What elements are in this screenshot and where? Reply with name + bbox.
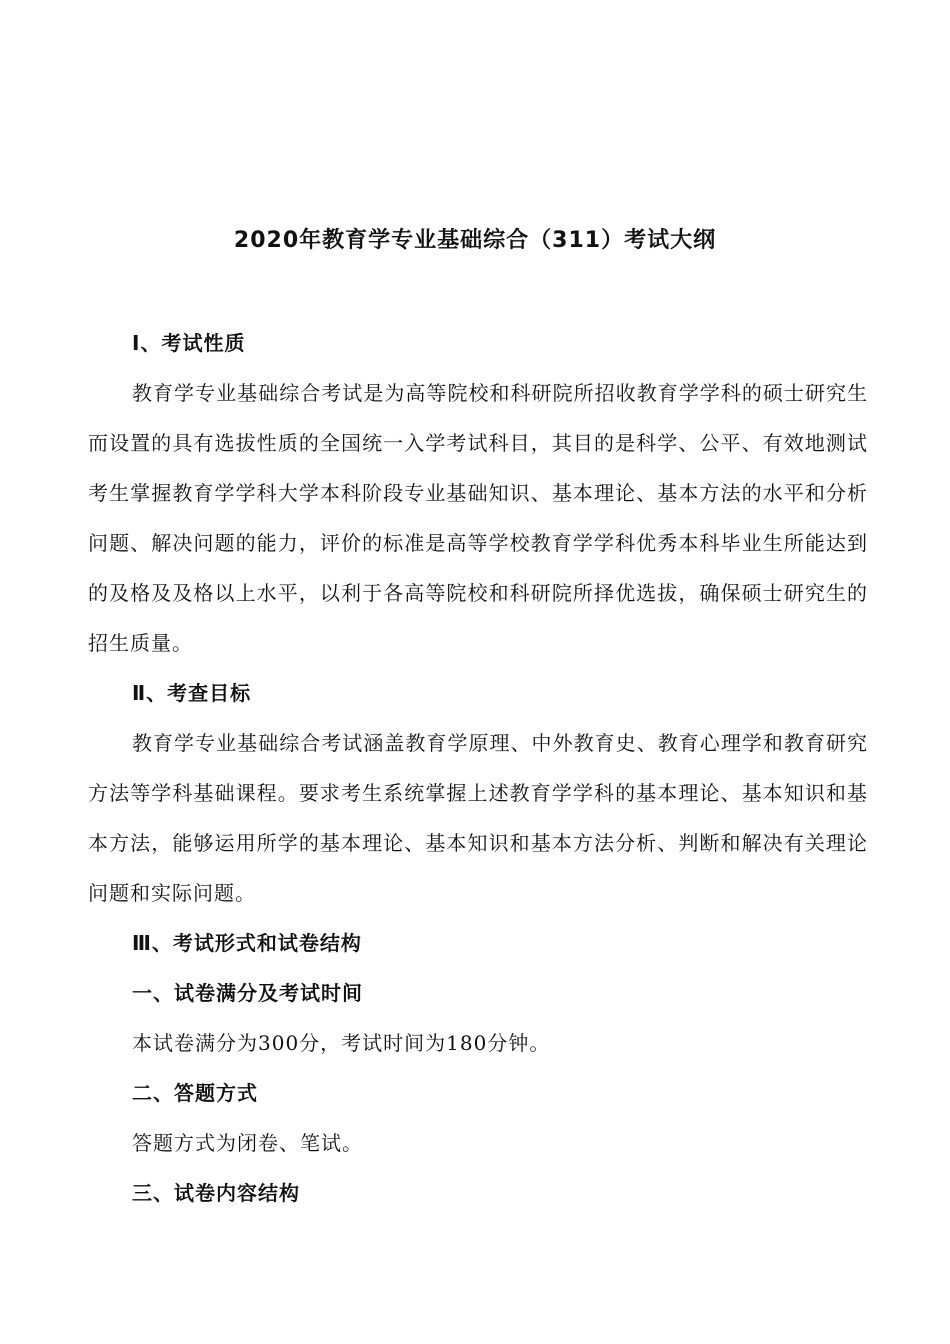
section-paragraph-score-and-time: 本试卷满分为300分，考试时间为180分钟。 xyxy=(132,1031,551,1055)
document-body xyxy=(88,318,868,1218)
section-paragraph-exam-nature: 教育学专业基础综合考试是为高等院校和科研院所招收教育学学科的硕士研究生而设置的具有选拔性质的全国统一入学考试科目，其目的是科学、公平、有效地测试考生掌握教育学学科大学本科阶段专业基础知识、基本理论、基本方法的水平和分析问题、解决问题的能力，评价的标准是高等学校教育学学科优秀本科毕业生所能达到的及格及及格以上水平，以利于各高等院校和科研院所择优选拔，确保硕士研究生的招生质量。 xyxy=(88,381,868,655)
section-paragraph-answer-method: 答题方式为闭卷、笔试。 xyxy=(132,1131,363,1155)
section-heading-exam-objectives: Ⅱ、考查目标 xyxy=(132,681,252,705)
section-paragraph-exam-objectives: 教育学专业基础综合考试涵盖教育学原理、中外教育史、教育心理学和教育研究方法等学科基础课程。要求考生系统掌握上述教育学学科的基本理论、基本知识和基本方法，能够运用所学的基本理论、基本知识和基本方法分析、判断和解决有关理论问题和实际问题。 xyxy=(88,731,868,905)
section-heading-exam-format: Ⅲ、考试形式和试卷结构 xyxy=(132,931,362,955)
section-heading-score-and-time: 一、试卷满分及考试时间 xyxy=(132,981,363,1005)
section-heading-content-structure: 三、试卷内容结构 xyxy=(132,1181,300,1205)
section-heading-answer-method: 二、答题方式 xyxy=(132,1081,258,1105)
document-title: 2020年教育学专业基础综合（311）考试大纲 xyxy=(233,228,717,253)
section-heading-exam-nature: Ⅰ、考试性质 xyxy=(132,331,246,355)
